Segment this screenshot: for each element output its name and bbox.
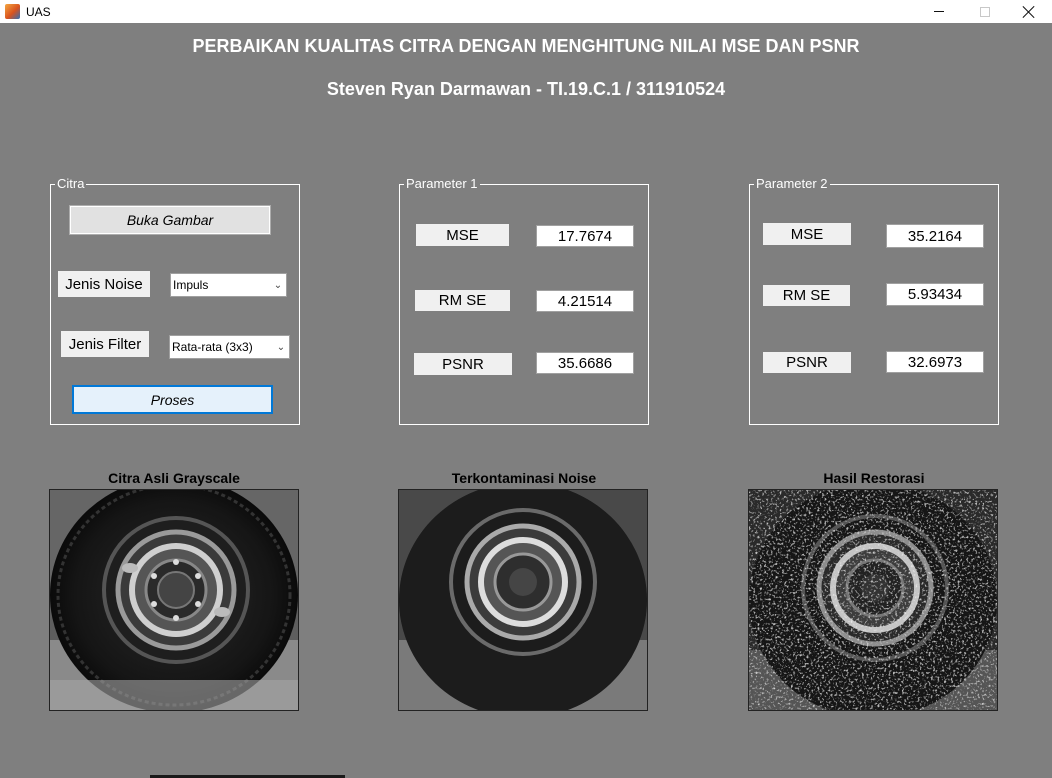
original-image-axes	[49, 489, 299, 711]
original-image-title: Citra Asli Grayscale	[108, 470, 240, 486]
restored-image-axes	[748, 489, 998, 711]
page-title: PERBAIKAN KUALITAS CITRA DENGAN MENGHITUNG NILAI MSE DAN PSNR	[192, 36, 860, 56]
close-button[interactable]	[1006, 0, 1052, 23]
p2-mse-value: 35.2164	[886, 224, 984, 248]
maximize-icon	[980, 7, 990, 17]
p2-mse-label: MSE	[763, 223, 851, 245]
p1-psnr-value: 35.6686	[536, 352, 634, 374]
noise-type-label: Jenis Noise	[58, 271, 150, 297]
p1-psnr-label: PSNR	[414, 353, 512, 375]
p1-mse-value: 17.7674	[536, 225, 634, 247]
filter-type-label: Jenis Filter	[61, 331, 149, 357]
minimize-button[interactable]	[916, 0, 962, 23]
citra-panel-legend: Citra	[57, 176, 85, 191]
close-icon	[1023, 6, 1035, 18]
tire-wheel-image	[50, 490, 299, 711]
noisy-image-title: Terkontaminasi Noise	[451, 470, 597, 486]
chevron-down-icon[interactable]: ⌄	[273, 279, 283, 291]
p1-rmse-label: RM SE	[415, 290, 510, 311]
minimize-icon	[934, 11, 944, 12]
window-title: UAS	[26, 4, 51, 19]
parameter2-panel-legend: Parameter 2	[756, 176, 828, 191]
noisy-tire-image	[399, 490, 648, 711]
filter-type-value: Rata-rata (3x3)	[172, 340, 253, 354]
chevron-down-icon[interactable]: ⌄	[276, 341, 286, 353]
noisy-image-axes	[398, 489, 648, 711]
p2-psnr-label: PSNR	[763, 352, 851, 373]
noise-type-value: Impuls	[173, 278, 209, 292]
restored-tire-image	[749, 490, 998, 711]
matlab-app-icon	[5, 4, 20, 19]
filter-type-select[interactable]	[169, 335, 290, 359]
restored-image-title: Hasil Restorasi	[823, 470, 925, 486]
window-titlebar	[0, 0, 1052, 23]
maximize-button[interactable]	[962, 0, 1008, 23]
parameter1-panel-legend: Parameter 1	[406, 176, 478, 191]
process-button[interactable]: Proses	[72, 385, 273, 414]
p1-rmse-value: 4.21514	[536, 290, 634, 312]
p2-psnr-value: 32.6973	[886, 351, 984, 373]
noise-type-select[interactable]	[170, 273, 287, 297]
page-subtitle: Steven Ryan Darmawan - TI.19.C.1 / 311910524	[326, 79, 726, 99]
p1-mse-label: MSE	[416, 224, 509, 246]
p2-rmse-label: RM SE	[763, 285, 850, 306]
p2-rmse-value: 5.93434	[886, 283, 984, 306]
open-image-button[interactable]: Buka Gambar	[69, 205, 271, 235]
